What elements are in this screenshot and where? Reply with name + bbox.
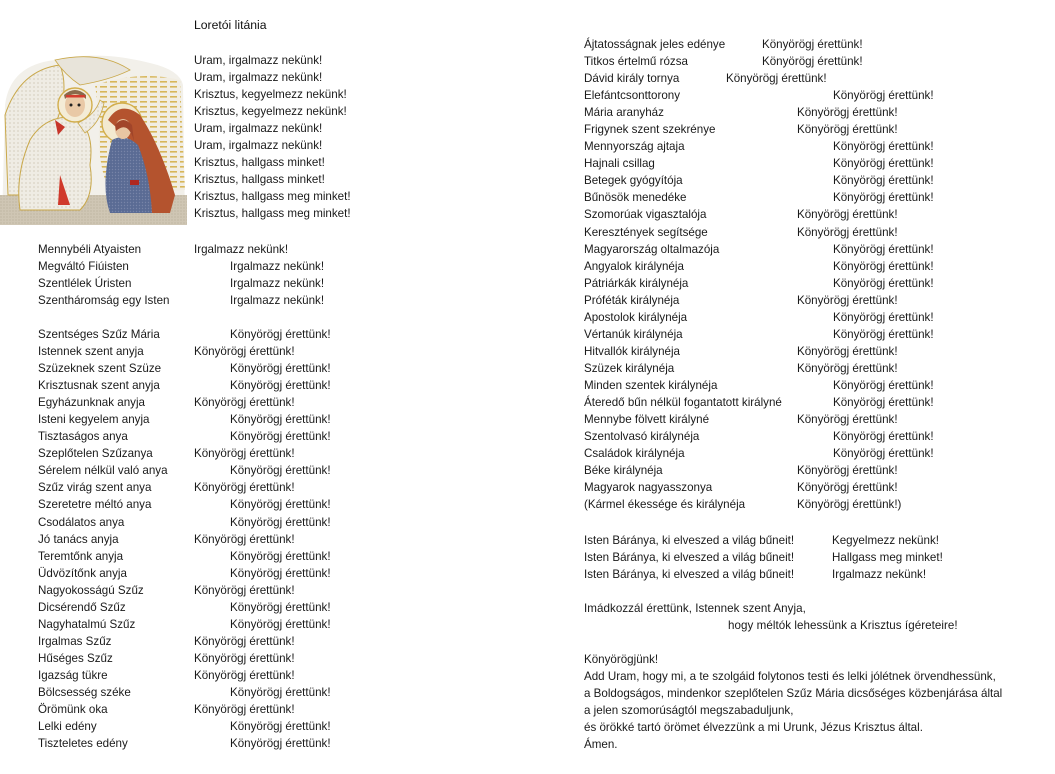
invocation-text: Hitvallók királynéja — [584, 344, 681, 358]
invocation-text: Sérelem nélkül való anya — [38, 464, 168, 478]
response-text: Könyörögj érettünk! — [797, 464, 898, 478]
invocation-text: Áteredő bűn nélkül fogantatott királyné — [584, 395, 782, 409]
response-text: Könyörögj érettünk! — [833, 447, 934, 461]
prayer-text: a Boldogságos, mindenkor szeplőtelen Szűz Mária dicsőséges közbenjárása által — [584, 687, 1003, 701]
invocation-text: Üdvözítőnk anyja — [38, 566, 127, 580]
invocation-text: Vértanúk királynéja — [584, 327, 683, 341]
kyrie-text: Krisztus, hallgass meg minket! — [194, 190, 351, 204]
invocation-text: Mennybe fölvett királyné — [584, 413, 710, 427]
response-text: Könyörögj érettünk! — [194, 396, 295, 410]
invocation-text: Örömünk oka — [38, 703, 108, 717]
invocation-text: Igazság tükre — [38, 668, 108, 682]
invocation-text: Isten Báránya, ki elveszed a világ bűneit! — [584, 551, 795, 565]
invocation-text: Keresztények segítsége — [584, 225, 708, 239]
invocation-text: Bölcsesség széke — [38, 685, 131, 699]
invocation-text: Magyarok nagyasszonya — [584, 481, 713, 495]
invocation-text: Béke királynéja — [584, 464, 663, 478]
invocation-text: Angyalok királynéja — [584, 259, 684, 273]
response-text: Könyörögj érettünk! — [230, 515, 331, 529]
invocation-text: Családok királynéja — [584, 447, 685, 461]
response-text: Könyörögj érettünk! — [833, 140, 934, 154]
response-text: Könyörögj érettünk! — [797, 344, 898, 358]
response-text: Könyörögj érettünk! — [797, 293, 898, 307]
invocation-text: Dicsérendő Szűz — [38, 600, 126, 614]
invocation-text: Ájtatosságnak jeles edénye — [584, 38, 726, 51]
response-text: Könyörögj érettünk! — [230, 379, 331, 393]
prayer-text: Ámen. — [584, 738, 618, 752]
invocation-text: Egyházunknak anyja — [38, 396, 145, 410]
prayer-text: és örökké tartó örömet élvezzünk a mi Urunk, Jézus Krisztus által. — [584, 721, 923, 735]
invocation-text: Mennyország ajtaja — [584, 140, 685, 154]
invocation-text: Szeretetre méltó anya — [38, 498, 152, 512]
response-text: Könyörögj érettünk! — [230, 430, 331, 444]
invocation-text: Próféták királynéja — [584, 293, 680, 307]
response-text: Könyörögj érettünk! — [833, 89, 934, 103]
response-text: Könyörögj érettünk! — [230, 549, 331, 563]
invocation-text: Minden szentek királynéja — [584, 378, 718, 392]
invocation-text: Jó tanács anyja — [38, 532, 119, 546]
response-text: Könyörögj érettünk! — [797, 106, 898, 120]
response-text: Könyörögj érettünk! — [762, 38, 863, 51]
invocation-text: Megváltó Fiúisten — [38, 260, 129, 274]
versicle-line-1: Imádkozzál érettünk, Istennek szent Anyja, — [584, 602, 806, 615]
annunciation-mosaic-image — [0, 45, 187, 225]
invocation-text: Isteni kegyelem anyja — [38, 413, 150, 427]
invocation-text: Szüzek királynéja — [584, 361, 675, 375]
response-text: Könyörögj érettünk! — [797, 208, 898, 222]
invocation-text: Szentséges Szűz Mária — [38, 328, 160, 341]
response-text: Könyörögj érettünk! — [194, 703, 295, 717]
response-text: Könyörögj érettünk! — [797, 481, 898, 495]
response-text: Könyörögj érettünk! — [833, 259, 934, 273]
invocation-text: Tisztaságos anya — [38, 430, 128, 444]
response-text: Könyörögj érettünk! — [230, 720, 331, 734]
response-text: Könyörögj érettünk! — [194, 447, 295, 461]
invocation-text: Hajnali csillag — [584, 157, 655, 171]
response-text: Könyörögj érettünk! — [194, 345, 295, 359]
response-text: Irgalmazz nekünk! — [194, 243, 289, 256]
kyrie-text: Krisztus, hallgass minket! — [194, 156, 325, 170]
invocation-text: Pátriárkák királynéja — [584, 276, 689, 290]
invocation-text: Szentolvasó királynéja — [584, 430, 700, 444]
response-text: Könyörögj érettünk! — [726, 72, 827, 86]
prayer-text: a jelen szomorúságtól megszabaduljunk, — [584, 704, 794, 718]
invocation-text: Szomorúak vigasztalója — [584, 208, 707, 222]
response-text: Könyörögj érettünk! — [833, 327, 934, 341]
kyrie-text: Uram, irgalmazz nekünk! — [194, 122, 323, 136]
response-text: Könyörögj érettünk! — [833, 157, 934, 171]
invocation-text: Elefántcsonttorony — [584, 89, 681, 103]
response-text: Könyörögj érettünk! — [194, 634, 295, 648]
response-text: Könyörögj érettünk! — [194, 668, 295, 682]
response-text: Könyörögj érettünk! — [194, 583, 295, 597]
response-text: Könyörögj érettünk! — [797, 361, 898, 375]
response-text: Könyörögj érettünk! — [230, 498, 331, 512]
invocation-text: Szüzeknek szent Szüze — [38, 362, 162, 376]
response-text: Irgalmazz nekünk! — [230, 294, 325, 308]
kyrie-text: Krisztus, hallgass minket! — [194, 173, 325, 187]
invocation-text: Csodálatos anya — [38, 515, 125, 529]
response-text: Irgalmazz nekünk! — [230, 277, 325, 291]
kyrie-text: Uram, irgalmazz nekünk! — [194, 71, 323, 85]
response-text: Könyörögj érettünk! — [194, 532, 295, 546]
invocation-text: Isten Báránya, ki elveszed a világ bűneit! — [584, 568, 795, 582]
response-text: Könyörögj érettünk! — [833, 378, 934, 392]
response-text: Könyörögj érettünk! — [762, 55, 863, 69]
response-text: Könyörögj érettünk! — [833, 430, 934, 444]
invocation-text: Mennybéli Atyaisten — [38, 243, 142, 256]
invocation-text: Nagyhatalmú Szűz — [38, 617, 136, 631]
response-text: Könyörögj érettünk! — [194, 481, 295, 495]
invocation-text: Dávid király tornya — [584, 72, 680, 86]
response-text: Könyörögj érettünk! — [797, 225, 898, 239]
kyrie-text: Krisztus, kegyelmezz nekünk! — [194, 105, 347, 119]
response-text: Könyörögj érettünk! — [230, 617, 331, 631]
prayer-text: Add Uram, hogy mi, a te szolgáid folytonos testi és lelki jólétnek örvendhessünk, — [584, 670, 996, 684]
kyrie-text: Uram, irgalmazz nekünk! — [194, 54, 323, 67]
kyrie-text: Uram, irgalmazz nekünk! — [194, 139, 323, 153]
response-text: Könyörögj érettünk! — [833, 242, 934, 256]
invocation-text: Bűnösök menedéke — [584, 191, 687, 205]
invocation-text: (Kármel ékessége és királynéja — [584, 498, 746, 512]
response-text: Könyörögj érettünk! — [230, 737, 331, 751]
response-text: Könyörögj érettünk! — [797, 413, 898, 427]
response-text: Könyörögj érettünk! — [833, 191, 934, 205]
response-text: Irgalmazz nekünk! — [832, 568, 927, 582]
response-text: Könyörögj érettünk! — [194, 651, 295, 665]
page-title: Loretói litánia — [194, 18, 267, 32]
response-text: Könyörögj érettünk! — [230, 566, 331, 580]
response-text: Könyörögj érettünk!) — [797, 498, 902, 512]
invocation-text: Szentháromság egy Isten — [38, 294, 170, 308]
response-text: Könyörögj érettünk! — [230, 464, 331, 478]
invocation-text: Irgalmas Szűz — [38, 634, 112, 648]
kyrie-text: Krisztus, kegyelmezz nekünk! — [194, 88, 347, 102]
response-text: Könyörögj érettünk! — [230, 328, 331, 341]
prayer-text: Könyörögjünk! — [584, 653, 659, 666]
response-text: Könyörögj érettünk! — [833, 395, 934, 409]
invocation-text: Apostolok királynéja — [584, 310, 688, 324]
response-text: Könyörögj érettünk! — [230, 685, 331, 699]
invocation-text: Istennek szent anyja — [38, 345, 144, 359]
invocation-text: Szentlélek Úristen — [38, 277, 132, 291]
response-text: Könyörögj érettünk! — [230, 362, 331, 376]
invocation-text: Isten Báránya, ki elveszed a világ bűneit! — [584, 534, 795, 547]
invocation-text: Titkos értelmű rózsa — [584, 55, 688, 69]
response-text: Könyörögj érettünk! — [833, 310, 934, 324]
invocation-text: Hűséges Szűz — [38, 651, 113, 665]
response-text: Hallgass meg minket! — [832, 551, 943, 565]
response-text: Könyörögj érettünk! — [797, 123, 898, 137]
invocation-text: Magyarország oltalmazója — [584, 242, 720, 256]
versicle-line-2: hogy méltók lehessünk a Krisztus ígéreteire! — [728, 619, 958, 632]
invocation-text: Teremtőnk anyja — [38, 549, 124, 563]
invocation-text: Betegek gyógyítója — [584, 174, 683, 188]
invocation-text: Szeplőtelen Szűzanya — [38, 447, 153, 461]
invocation-text: Mária aranyház — [584, 106, 664, 120]
invocation-text: Frigynek szent szekrénye — [584, 123, 716, 137]
invocation-text: Nagyokosságú Szűz — [38, 583, 144, 597]
response-text: Könyörögj érettünk! — [230, 413, 331, 427]
kyrie-text: Krisztus, hallgass meg minket! — [194, 207, 351, 221]
invocation-text: Krisztusnak szent anyja — [38, 379, 160, 393]
response-text: Kegyelmezz nekünk! — [832, 534, 939, 547]
invocation-text: Lelki edény — [38, 720, 97, 734]
invocation-text: Szűz virág szent anya — [38, 481, 152, 495]
response-text: Irgalmazz nekünk! — [230, 260, 325, 274]
response-text: Könyörögj érettünk! — [833, 174, 934, 188]
response-text: Könyörögj érettünk! — [833, 276, 934, 290]
response-text: Könyörögj érettünk! — [230, 600, 331, 614]
invocation-text: Tiszteletes edény — [38, 737, 128, 751]
